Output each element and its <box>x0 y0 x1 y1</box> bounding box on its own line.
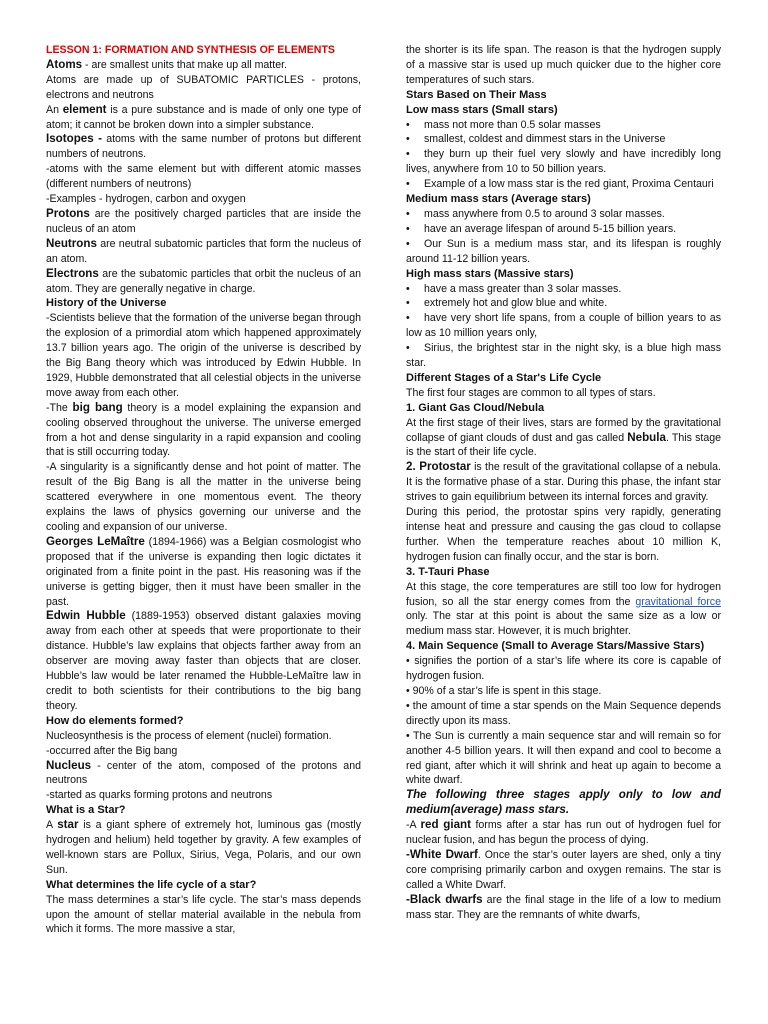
nucleus-paragraph: Nucleus - center of the atom, composed of the protons and neutrons <box>46 758 361 787</box>
lifecycle-heading: What determines the life cycle of a star? <box>46 878 257 891</box>
atoms-subatomic-paragraph: Atoms are made up of SUBATOMIC PARTICLES - protons, electrons and neutrons <box>46 73 361 101</box>
stages-intro: The first four stages are common to all types of stars. <box>406 386 656 399</box>
list-item: • extremely hot and glow blue and white. <box>406 297 608 310</box>
right-column <box>406 43 721 922</box>
black-dwarf-paragraph: -Black dwarfs are the final stage in the life of a low to medium mass star. They are the remnants of white dwarfs, <box>406 892 721 921</box>
history-paragraph: -Scientists believe that the formation of the universe began through the explosion of a primordial atom which happened approximately 13.7 billion years ago. The origin of the universe is described by the Big Bang theory which was introduced by Edwin Hubble. In 1929, Hubble demonstrated that all celestial objects in the universe move away from each other. <box>46 312 361 399</box>
continued-paragraph: the shorter is its life span. The reason is that the hydrogen supply of a massive star is used up much quicker due to the higher core temperatures of such stars. <box>406 44 721 86</box>
red-giant-paragraph: -A red giant forms after a star has run out of hydrogen fuel for nuclear fusion, and has begun the process of dying. <box>406 818 721 847</box>
isotopes-line-3: -Examples - hydrogen, carbon and oxygen <box>46 193 246 206</box>
white-dwarf-paragraph: -White Dwarf. Once the star’s outer layers are shed, only a tiny core comprising primarily carbon and oxygen remains. The star is called a White Dwarf. <box>406 847 721 891</box>
isotopes-line-2: -atoms with the same element but with different atomic masses (different numbers of neutrons) <box>46 163 361 191</box>
stage-2-paragraph-2: During this period, the protostar spins very rapidly, generating intense heat and pressure and causing the gas cloud to collapse further. When the temperature reaches about 10 million K, hydrogen fusion can finally occur, and the star is born. <box>406 506 721 563</box>
lemaitre-paragraph: Georges LeMaître (1894-1966) was a Belgian cosmologist who proposed that if the universe is expanding then logic dictates it originated from a finite point in the past. His reasoning was if the universe is getting bigger, then it must have been smaller in the past. <box>46 534 361 608</box>
list-item: • 90% of a star’s life is spent in this stage. <box>406 684 602 697</box>
mass-heading: Stars Based on Their Mass <box>406 88 547 101</box>
stage-4-heading: 4. Main Sequence (Small to Average Stars/Massive Stars) <box>406 640 705 653</box>
isotopes-paragraph: Isotopes - atoms with the same number of protons but different numbers of neutrons. <box>46 132 361 161</box>
electrons-paragraph: Electrons are the subatomic particles that orbit the nucleus of an atom. They are generally negative in charge. <box>46 266 361 295</box>
singularity-paragraph: -A singularity is a significantly dense and hot point of matter. The result of the Big Bang is all the matter in the universe being scattered everywhere in one momentous event. The theory explains the laws of physics governing our universe and the cooling and expansion of our universe. <box>46 461 361 533</box>
list-item: • mass not more than 0.5 solar masses <box>406 118 601 131</box>
list-item: • they burn up their fuel very slowly and have incredibly long lives, anywhere from 10 to 50 billion years. <box>406 148 721 176</box>
list-item: • Example of a low mass star is the red giant, Proxima Centauri <box>406 178 714 191</box>
protons-paragraph: Protons are the positively charged particles that are inside the nucleus of an atom <box>46 206 361 235</box>
list-item: • have an average lifespan of around 5-15 billion years. <box>406 222 677 235</box>
nucleus-line-2: -started as quarks forming protons and neutrons <box>46 789 273 802</box>
list-item: • have a mass greater than 3 solar masses. <box>406 282 622 295</box>
element-paragraph: An element is a pure substance and is made of only one type of atom; it cannot be broken down into a simpler substance. <box>46 102 361 131</box>
list-item: • signifies the portion of a star’s life where its core is capable of hydrogen fusion. <box>406 655 721 683</box>
stage-1-heading: 1. Giant Gas Cloud/Nebula <box>406 401 545 414</box>
list-item: • the amount of time a star spends on the Main Sequence depends directly upon its mass. <box>406 699 721 727</box>
nucleosynthesis-line-2: -occurred after the Big bang <box>46 744 178 757</box>
star-heading: What is a Star? <box>46 804 126 817</box>
list-item: • mass anywhere from 0.5 to around 3 solar masses. <box>406 207 665 220</box>
low-mass-heading: Low mass stars (Small stars) <box>406 103 558 116</box>
list-item: • smallest, coldest and dimmest stars in the Universe <box>406 133 666 146</box>
stage-2-paragraph: 2. Protostar is the result of the gravitational collapse of a nebula. It is the formative phase of a star. During this phase, the infant star strives to gain equilibrium between its internal forces and gravity. <box>406 460 721 504</box>
list-item: • have very short life spans, from a couple of billion years to as low as 10 million years only, <box>406 312 721 340</box>
neutrons-paragraph: Neutrons are neutral subatomic particles that form the nucleus of an atom. <box>46 236 361 265</box>
stage-3-paragraph: At this stage, the core temperatures are still too low for hydrogen fusion, so all the star energy comes from the gravitational force only. The star at this point is about the same size as a low or medium mass star. However, it is much brighter. <box>406 580 721 638</box>
following-stages-heading: The following three stages apply only to low and medium(average) mass stars. <box>406 788 721 817</box>
left-column <box>46 43 361 937</box>
high-mass-heading: High mass stars (Massive stars) <box>406 267 574 280</box>
stage-1-paragraph: At the first stage of their lives, stars are formed by the gravitational collapse of giant clouds of dust and gas called Nebula. This stage is the start of their life cycle. <box>406 416 721 459</box>
list-item: • Our Sun is a medium mass star, and its lifespan is roughly around 11-12 billion years. <box>406 237 721 265</box>
list-item: • Sirius, the brightest star in the night sky, is a blue high mass star. <box>406 342 721 370</box>
stages-heading: Different Stages of a Star's Life Cycle <box>406 371 602 384</box>
history-heading: History of the Universe <box>46 297 167 310</box>
hubble-paragraph: Edwin Hubble (1889-1953) observed distant galaxies moving away from each other at speeds that were proportionate to their distance. Hubble’s law explains that objects farther away from an observer are moving away faster than objects that are closer. Hubble’s law would be later renamed the Hubble-LeMaître law in credit to both scientists for their contributions to the big bang theory. <box>46 609 361 712</box>
atoms-paragraph: Atoms - are smallest units that make up all matter. <box>46 57 287 71</box>
star-paragraph: A star is a giant sphere of extremely hot, luminous gas (mostly hydrogen and helium) held together by gravity. A few examples of well-known stars are Pollux, Sirius, Vega, Polaris, and our own Sun. <box>46 818 361 876</box>
medium-mass-heading: Medium mass stars (Average stars) <box>406 193 591 206</box>
gravitational-force-link[interactable]: gravitational force <box>635 595 721 608</box>
list-item: • The Sun is currently a main sequence star and will remain so for another 4-5 billion years. It will then expand and cool to become a red giant, after which it will shrink and heat up again to become a white dwarf. <box>406 729 721 787</box>
bigbang-paragraph: -The big bang theory is a model explaining the expansion and cooling observed throughout the universe. The universe emerged from a hot and dense singularity in a rapid expansion and cooling that is still occurring today. <box>46 400 361 459</box>
nucleosynthesis-paragraph: Nucleosynthesis is the process of element (nuclei) formation. <box>46 729 332 742</box>
lesson-title: LESSON 1: FORMATION AND SYNTHESIS OF ELEMENTS <box>46 44 335 56</box>
lifecycle-paragraph: The mass determines a star’s life cycle. The star’s mass depends upon the amount of stellar material available in the nebula from which it forms. The more massive a star, <box>46 893 361 936</box>
elements-heading: How do elements formed? <box>46 714 184 727</box>
stage-3-heading: 3. T-Tauri Phase <box>406 565 490 578</box>
